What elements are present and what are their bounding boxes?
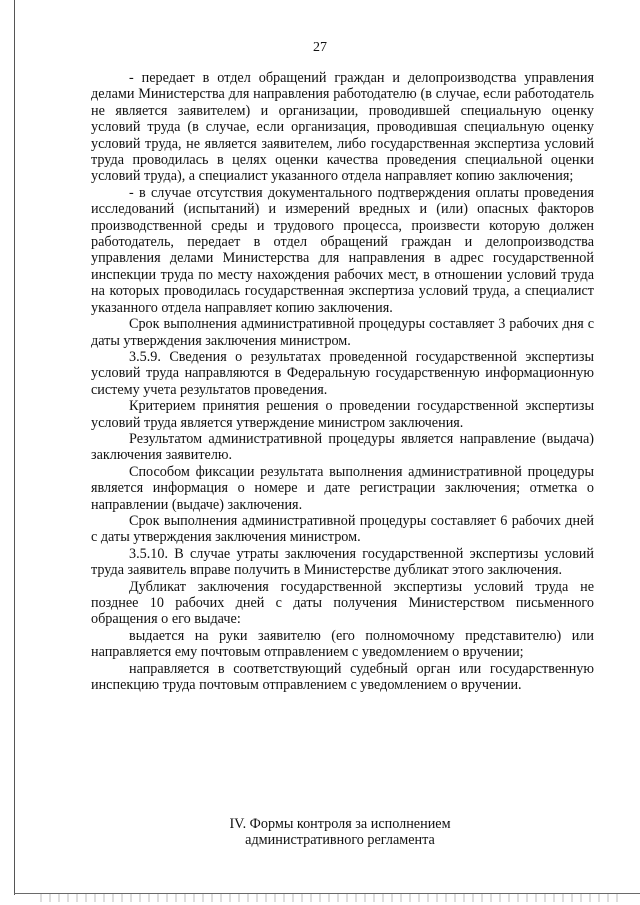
body-text [91,70,594,693]
paragraph-3-5-9: 3.5.9. Сведения о результатах проведенной государственной экспертизы условий труда направляются в Федеральную государственную информационную систему учета результатов проведения. [91,348,594,398]
paragraph-procedure-result: Результатом административной процедуры является направление (выдача) заключения заявителю. [91,430,594,464]
paragraph-3-5-10: 3.5.10. В случае утраты заключения государственной экспертизы условий труда заявитель вправе получить в Министерстве дубликат этого заключения. [91,545,594,579]
section-heading-line-2: административного регламента [245,832,435,849]
paragraph-no-payment-confirmation: - в случае отсутствия документального подтверждения оплаты проведения исследований (испытаний) и измерений вредных и (или) опасных факторов производственной среды и трудового процесса, произвести которую должен работодатель, передает в отдел обращений граждан и делопроизводства управления делами Министерства для направления в адрес государственной инспекции труда по месту нахождения рабочих мест, в отношении условий труда на которых проводилась государственная экспертиза условий труда, а специалист указанного отдела направляет копию заключения. [91,184,594,316]
paragraph-transfer-to-applicant: - передает в отдел обращений граждан и делопроизводства управления делами Министерства для направления работодателю (в случае, если работодатель не является заявителем) и организации, проводившей специальную оценку условий труда (в случае, если организация, проводившая специальную оценку условий труда, не является заявителем, либо государственная экспертиза условий труда проводилась в целях оценки качества проведения специальной оценки условий труда), а специалист указанного отдела направляет копию заключения; [91,70,594,185]
page-number: 27 [313,40,327,55]
section-heading [0,816,640,849]
paragraph-decision-criterion: Критерием принятия решения о проведении государственной экспертизы условий труда является утверждение министром заключения. [91,398,594,431]
scan-bottom-marks [40,894,620,902]
section-heading-line-1: IV. Формы контроля за исполнением [229,816,451,832]
paragraph-term-6-days: Срок выполнения административной процедуры составляет 6 рабочих дней с даты утверждения заключения министром. [91,512,594,546]
scan-left-edge [14,0,15,895]
paragraph-fixation-method: Способом фиксации результата выполнения административной процедуры является информация о номере и дате регистрации заключения; отметка о направлении (выдаче) заключения. [91,463,594,513]
paragraph-duplicate-term: Дубликат заключения государственной экспертизы условий труда не позднее 10 рабочих дней с даты получения Министерством письменного обращения о его выдаче: [91,578,594,628]
paragraph-term-3-days: Срок выполнения административной процедуры составляет 3 рабочих дня с даты утверждения заключения министром. [91,316,594,349]
paragraph-duplicate-sent-to-court: направляется в соответствующий судебный орган или государственную инспекцию труда почтовым отправлением с уведомлением о вручении. [91,660,594,694]
paragraph-duplicate-handed-out: выдается на руки заявителю (его полномочному представителю) или направляется ему почтовым отправлением с уведомлением о вручении; [91,627,594,661]
